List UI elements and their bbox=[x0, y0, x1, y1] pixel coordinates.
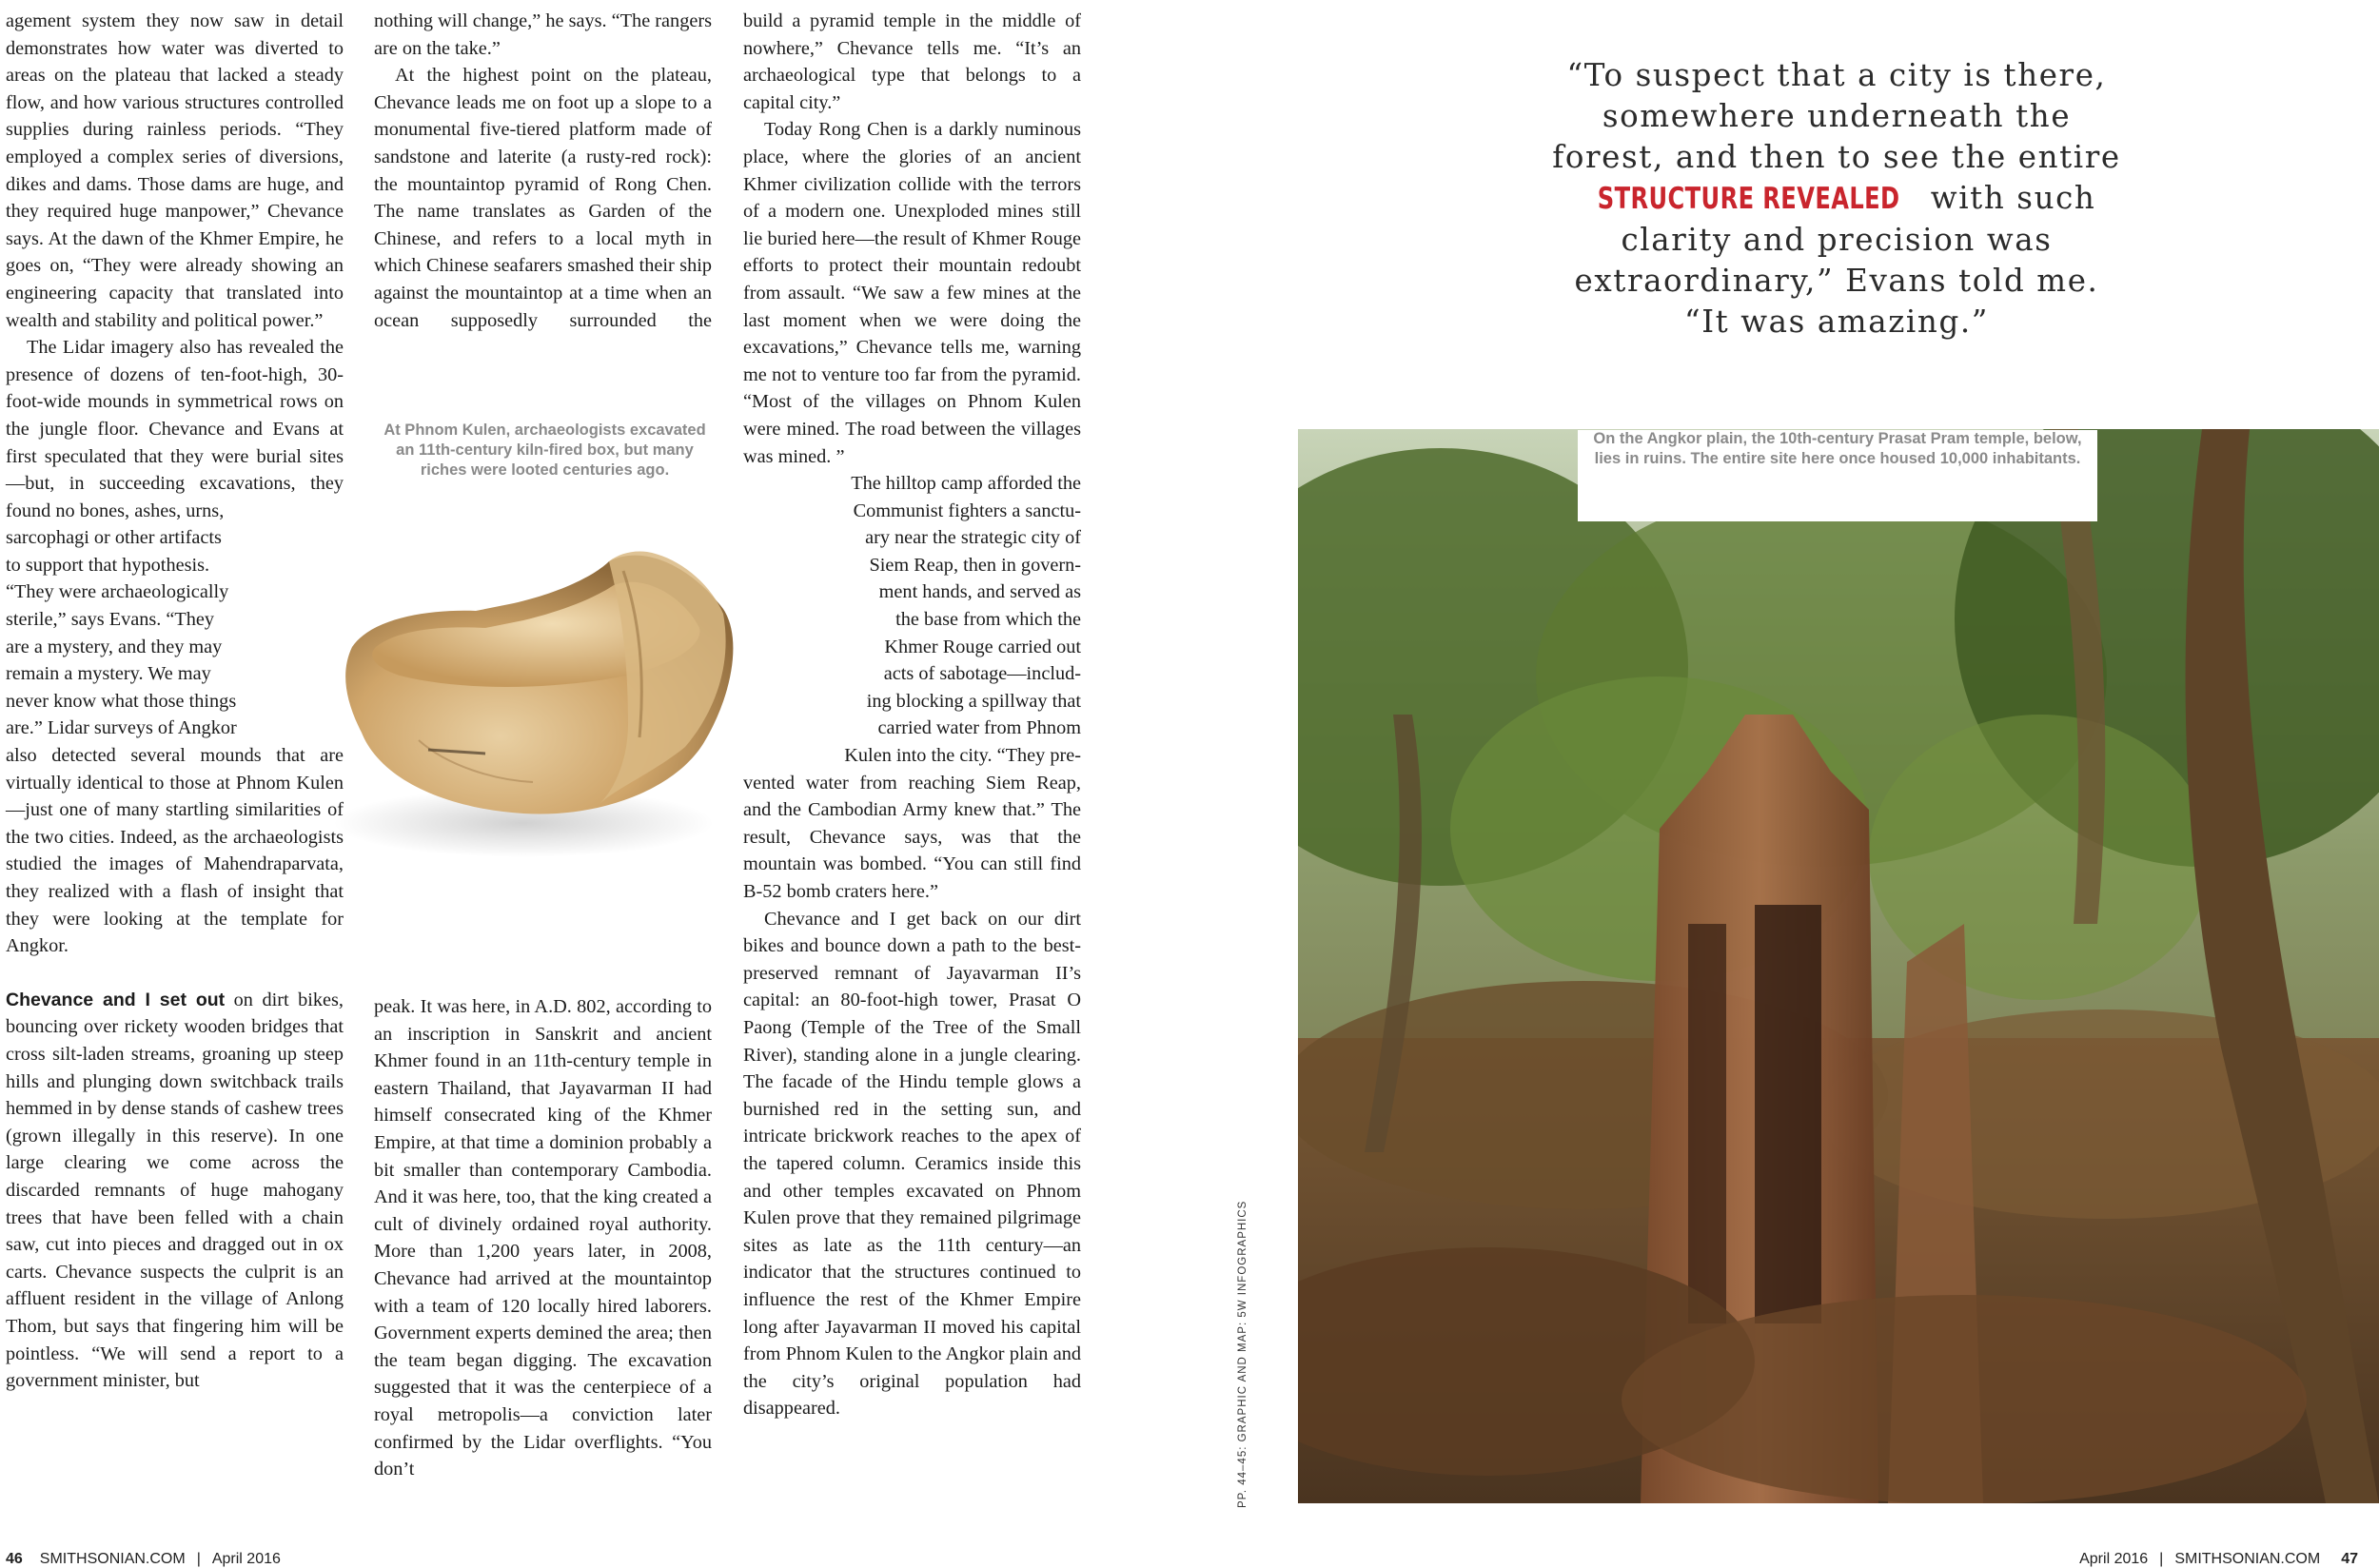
paragraph: vented water from reaching Siem Reap, and the Cambodian Army knew that.” The result, Chevance says, was that the mountain was bombed. “You can still find B-52 bomb craters here.” bbox=[743, 772, 1081, 902]
section-lead-in: Chevance and I set out bbox=[6, 989, 226, 1010]
text-line: Khmer Rouge carried out bbox=[884, 636, 1081, 657]
prasat-pram-temple-photo bbox=[1298, 429, 2379, 1503]
text-line: sterile,” says Evans. “They bbox=[6, 609, 215, 631]
text-line: acts of sabotage—includ- bbox=[883, 663, 1081, 685]
separator: | bbox=[196, 1551, 201, 1567]
paragraph: nothing will change,” he says. “The rangers are on the take.” bbox=[374, 10, 712, 59]
paragraph-text: on dirt bikes, bouncing over rickety wooden bridges that cross silt-laden streams, groaning up steep hills and plunging down switchback trails hemmed in by dense stands of cashew trees (grown illegally in this reserve). In one large clearing we come across the discarded remnants of huge mahogany trees that have been felled with a chain saw, cut into pieces and dragged out in ox carts. Chevance suspects the culprit is an affluent resident in the village of Anlong Thom, but says that fingering him will be pointless. “We will send a report to a government minister, but bbox=[6, 989, 344, 1392]
text-line: ment hands, and served as bbox=[878, 581, 1081, 603]
page-number: 46 bbox=[6, 1551, 23, 1567]
paragraph: also detected several mounds that are virtually identical to those at Phnom Kulen—just one of many startling similarities of the two cities. Indeed, as the archaeologists studied the images of Mahendraparvata, they realized with a flash of insight that they were looking at the template for Angkor. bbox=[6, 745, 344, 957]
paragraph: agement system they now saw in detail demonstrates how water was diverted to areas on the plateau that lacked a steady flow, and how various structures controlled supplies during rainless periods. “They employed a complex series of diversions, dikes and dams. Those dams are huge, and they required huge manpower,” Chevance says. At the dawn of the Khmer Empire, he goes on, “They were already showing an engineering capacity that translated into wealth and stability and political power.” bbox=[6, 10, 344, 331]
article-column-2-top bbox=[374, 8, 712, 334]
text-line: The hilltop camp afforded the bbox=[851, 473, 1081, 495]
pull-quote-highlight: STRUCTURE REVEALED bbox=[1597, 182, 1900, 216]
text-line: found no bones, ashes, urns, bbox=[6, 500, 225, 521]
pull-quote bbox=[1551, 55, 2122, 343]
pull-quote-text: “To suspect that a city is there, somewhere underneath the forest, and then to see the entire bbox=[1552, 57, 2121, 175]
page-number: 47 bbox=[2341, 1551, 2358, 1567]
text-line: remain a mystery. We may bbox=[6, 663, 211, 685]
paragraph: build a pyramid temple in the middle of nowhere,” Chevance tells me. “It’s an archaeological type that belongs to a capital city.” bbox=[743, 10, 1081, 113]
text-line: never know what those things bbox=[6, 690, 237, 712]
separator: | bbox=[2159, 1551, 2164, 1567]
text-line: Kulen into the city. “They pre- bbox=[844, 745, 1081, 767]
kiln-photo-caption: At Phnom Kulen, archaeologists excavated an 11th-century kiln-fired box, but many riches were looted centuries ago. bbox=[383, 421, 706, 479]
pull-quote-text: with such clarity and precision was extraordinary,” Evans told me. “It was amazing.” bbox=[1574, 180, 2099, 340]
text-line: Communist fighters a sanctu- bbox=[853, 500, 1081, 521]
wrapped-lines bbox=[743, 470, 1081, 770]
paragraph bbox=[6, 987, 344, 1395]
paragraph: peak. It was here, in A.D. 802, according to an inscription in Sanskrit and ancient Khmer found in an 11th-century temple in eastern Thailand, that Jayavarman II had himself consecrated king of the Khmer Empire, at that time a dominion probably a bit smaller than contemporary Cambodia. And it was here, too, that the king created a cult of divinely ordained royal authority. More than 1,200 years later, in 2008, Chevance had arrived at the mountaintop with a team of 120 locally hired laborers. Government experts demined the area; then the team began digging. The excavation suggested that it was the centerpiece of a royal metropolis—a conviction later confirmed by the Lidar overflights. “You don’t bbox=[374, 996, 712, 1480]
issue-date: April 2016 bbox=[2079, 1551, 2149, 1567]
footer-right bbox=[2079, 1551, 2358, 1568]
temple-photo-caption: On the Angkor plain, the 10th-century Prasat Pram temple, below, lies in ruins. The entire site here once housed 10,000 inhabitants. bbox=[1593, 430, 2082, 467]
paragraph: The Lidar imagery also has revealed the presence of dozens of ten-foot-high, 30-foot-wide mounds in symmetrical rows on the jungle floor. Chevance and Evans at first speculated that they were burial sites—but, in succeeding excavations, they bbox=[6, 337, 344, 495]
text-line: Siem Reap, then in govern- bbox=[869, 554, 1081, 576]
image-credit: PP. 44–45: GRAPHIC AND MAP: 5W INFOGRAPHICS bbox=[1237, 1200, 1248, 1508]
paragraph: At the highest point on the plateau, Chevance leads me on foot up a slope to a monumental five-tiered platform made of sandstone and laterite (a rusty-red rock): the mountaintop pyramid of Rong Chen. The name translates as Garden of the Chinese, and refers to a local myth in which Chinese seafarers smashed their ship against the mountaintop at a time when an ocean supposedly surrounded the bbox=[374, 65, 712, 331]
kiln-fired-box-image bbox=[285, 504, 818, 885]
site-name: SMITHSONIAN.COM bbox=[39, 1551, 186, 1567]
text-line: are.” Lidar surveys of Angkor bbox=[6, 717, 237, 739]
site-name: SMITHSONIAN.COM bbox=[2174, 1551, 2321, 1567]
article-column-3 bbox=[743, 8, 1081, 1422]
text-line: ing blocking a spillway that bbox=[866, 690, 1081, 712]
paragraph: Today Rong Chen is a darkly numinous place, where the glories of an ancient Khmer civilization collide with the terrors of a modern one. Unexploded mines still lie buried here—the result of Khmer Rouge efforts to protect their mountain redoubt from assault. “We saw a few mines at the last moment when we were doing the excavations,” Chevance tells me, warning me not to venture too far from the pyramid. “Most of the villages on Phnom Kulen were mined. The road between the villages was mined. ” bbox=[743, 119, 1081, 467]
article-column-2-bottom bbox=[374, 993, 712, 1483]
paragraph: Chevance and I get back on our dirt bikes and bounce down a path to the best-preserved remnant of Jayavarman II’s capital: an 80-foot-high tower, Prasat O Paong (Temple of the Tree of the Small River), standing alone in a jungle clearing. The facade of the Hindu temple glows a burnished red in the setting sun, and intricate brickwork reaches to the apex of the tapered column. Ceramics inside this and other temples excavated on Phnom Kulen prove that they remained pilgrimage sites as late as the 11th century—an indicator that the structures continued to influence the rest of the Khmer Empire long after Jayavarman II moved his capital from Phnom Kulen to the Angkor plain and the city’s original population had disappeared. bbox=[743, 908, 1081, 1420]
text-line: the base from which the bbox=[895, 609, 1081, 631]
footer-left bbox=[6, 1551, 281, 1568]
text-line: are a mystery, and they may bbox=[6, 636, 223, 657]
text-line: to support that hypothesis. bbox=[6, 554, 210, 576]
text-line: ary near the strategic city of bbox=[865, 527, 1081, 549]
issue-date: April 2016 bbox=[211, 1551, 281, 1567]
text-line: “They were archaeologically bbox=[6, 581, 229, 603]
text-line: carried water from Phnom bbox=[877, 717, 1081, 739]
text-line: sarcophagi or other artifacts bbox=[6, 527, 222, 549]
